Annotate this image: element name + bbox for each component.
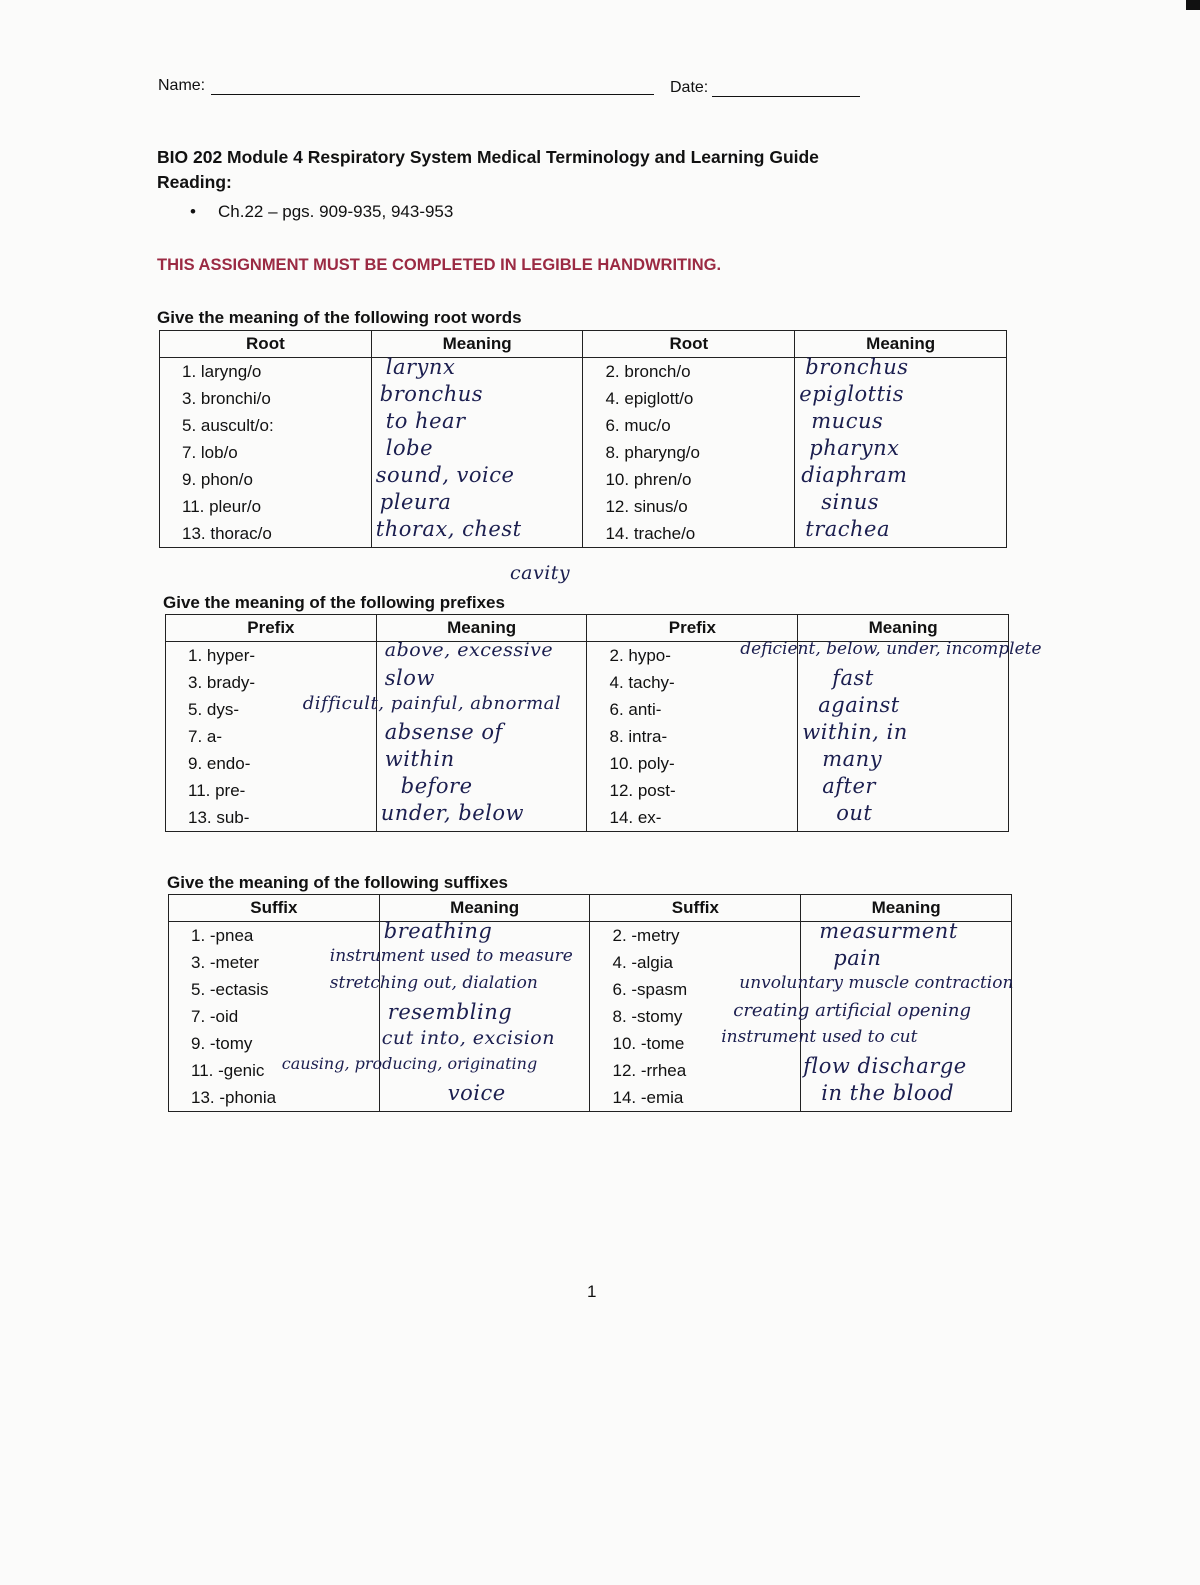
table-row (166, 777, 1009, 804)
col-header-prefix: Prefix (587, 615, 798, 642)
handwritten-answer: breathing (383, 919, 493, 943)
suffix-term: 2. -metry (590, 922, 801, 950)
root-term: 6. muc/o (583, 412, 795, 439)
handwritten-answer: difficult, painful, abnormal (302, 693, 562, 714)
col-header-prefix: Prefix (166, 615, 377, 642)
document-title-block (157, 145, 819, 195)
answer-cell (376, 639, 587, 670)
answer-cell (281, 1054, 590, 1084)
handwritten-answer: pain (833, 946, 882, 970)
handwritten-answer: before (400, 774, 473, 798)
handwritten-answer: within (384, 747, 455, 771)
scan-corner-mark (1186, 0, 1200, 10)
root-term: 2. bronch/o (583, 358, 795, 386)
table-row (160, 493, 1007, 520)
prefix-term: 3. brady- (166, 669, 377, 696)
col-header-meaning: Meaning (371, 331, 583, 358)
table-row (166, 804, 1009, 832)
col-header-root: Root (160, 331, 372, 358)
col-header-meaning: Meaning (795, 331, 1007, 358)
handwritten-answer: instrument used to measure (329, 946, 573, 966)
answer-cell (798, 666, 1009, 696)
suffix-term: 7. -oid (169, 1003, 380, 1030)
suffix-term: 1. -pnea (169, 922, 380, 950)
col-header-root: Root (583, 331, 795, 358)
prefix-term: 6. anti- (587, 696, 798, 723)
handwritten-answer: deficient, below, under, incomplete (740, 639, 1042, 659)
col-header-meaning: Meaning (801, 895, 1012, 922)
root-term: 5. auscult/o: (160, 412, 372, 439)
handwritten-answer: epiglottis (799, 382, 905, 406)
date-field (670, 78, 860, 97)
handwritten-answer: sound, voice (375, 463, 515, 487)
page-number: 1 (587, 1282, 597, 1301)
prefix-term: 10. poly- (587, 750, 798, 777)
table-row (169, 1084, 1012, 1112)
date-blank (712, 78, 860, 97)
table-row (166, 750, 1009, 777)
handwritten-answer: against (818, 693, 900, 717)
table-row (166, 696, 1009, 723)
handwritten-answer: under, below (380, 801, 524, 825)
answer-cell (801, 1054, 1012, 1084)
answer-cell (371, 517, 583, 548)
suffix-term: 9. -tomy (169, 1030, 380, 1057)
handwritten-answer: trachea (805, 517, 890, 541)
answer-cell (371, 355, 583, 386)
root-term: 9. phon/o (160, 466, 372, 493)
answer-cell (795, 436, 1007, 466)
answer-cell (795, 355, 1007, 386)
table-row (160, 412, 1007, 439)
document-title: BIO 202 Module 4 Respiratory System Medical Terminology and Learning Guide (157, 147, 819, 167)
answer-cell (798, 774, 1009, 804)
prefix-term: 7. a- (166, 723, 377, 750)
handwritten-answer: out (836, 801, 873, 825)
answer-cell (379, 919, 590, 950)
handwritten-answer: absense of (384, 720, 503, 744)
reading-item (190, 202, 453, 222)
prefix-term: 8. intra- (587, 723, 798, 750)
handwritten-answer: resembling (387, 1000, 513, 1024)
answer-cell (740, 639, 1042, 670)
handwritten-answer: instrument used to cut (721, 1027, 918, 1047)
handwritten-answer: stretching out, dialation (329, 973, 538, 993)
root-term: 3. bronchi/o (160, 385, 372, 412)
prefix-term: 14. ex- (587, 804, 798, 832)
suffix-term: 13. -phonia (169, 1084, 380, 1112)
answer-cell (379, 1081, 590, 1112)
answer-cell (376, 666, 587, 696)
prefix-term: 12. post- (587, 777, 798, 804)
handwritten-answer: within, in (802, 720, 908, 744)
answer-cell (798, 693, 1009, 723)
bullet-icon: • (190, 202, 196, 221)
suffix-term: 3. -meter (169, 949, 380, 976)
answer-cell (371, 463, 583, 493)
root-term: 7. lob/o (160, 439, 372, 466)
prefixes-heading: Give the meaning of the following prefixes (163, 593, 505, 612)
root-term: 13. thorac/o (160, 520, 372, 548)
table-row (166, 669, 1009, 696)
answer-cell (795, 382, 1007, 412)
roots-heading: Give the meaning of the following root words (157, 308, 522, 327)
suffix-term: 14. -emia (590, 1084, 801, 1112)
handwritten-answer: unvoluntary muscle contraction (739, 973, 1014, 993)
col-header-meaning: Meaning (376, 615, 587, 642)
handwritten-answer: pharynx (809, 436, 900, 460)
table-row (169, 976, 1012, 1003)
handwritten-answer: creating artificial opening (733, 1000, 972, 1021)
answer-cell (795, 409, 1007, 439)
answer-cell (721, 1027, 1012, 1057)
table-row (169, 922, 1012, 950)
reading-label: Reading: (157, 172, 232, 192)
table-row (160, 466, 1007, 493)
suffix-term: 10. -tome (590, 1030, 801, 1057)
answer-cell (329, 946, 590, 976)
answer-cell (376, 801, 587, 832)
answer-cell (795, 463, 1007, 493)
col-header-suffix: Suffix (169, 895, 380, 922)
handwritten-answer: pleura (379, 490, 452, 514)
root-term: 8. pharyng/o (583, 439, 795, 466)
handwritten-answer: causing, producing, originating (281, 1054, 538, 1073)
handwritten-answer: thorax, chest (375, 517, 522, 541)
answer-cell (801, 1081, 1012, 1112)
suffix-term: 12. -rrhea (590, 1057, 801, 1084)
answer-cell (376, 720, 587, 750)
handwritten-overflow-note: cavity (510, 562, 571, 584)
table-row (169, 1057, 1012, 1084)
handwritten-answer: fast (832, 666, 874, 690)
suffix-term: 11. -genic (169, 1057, 380, 1084)
answer-cell (379, 1000, 590, 1030)
col-header-meaning: Meaning (379, 895, 590, 922)
table-row (169, 1003, 1012, 1030)
answer-cell (302, 693, 587, 723)
suffixes-heading: Give the meaning of the following suffixes (167, 873, 508, 892)
handwritten-answer: larynx (385, 355, 456, 379)
col-header-suffix: Suffix (590, 895, 801, 922)
root-term: 12. sinus/o (583, 493, 795, 520)
answer-cell (801, 946, 1012, 976)
suffix-term: 4. -algia (590, 949, 801, 976)
suffix-term: 5. -ectasis (169, 976, 380, 1003)
handwritten-answer: slow (384, 666, 435, 690)
answer-cell (376, 774, 587, 804)
root-term: 1. laryng/o (160, 358, 372, 386)
answer-cell (371, 436, 583, 466)
prefix-term: 5. dys- (166, 696, 377, 723)
table-row (169, 949, 1012, 976)
prefix-term: 4. tachy- (587, 669, 798, 696)
handwriting-warning: THIS ASSIGNMENT MUST BE COMPLETED IN LEGIBLE HANDWRITING. (157, 256, 722, 274)
prefix-term: 9. endo- (166, 750, 377, 777)
date-label: Date: (670, 79, 709, 96)
root-term: 4. epiglott/o (583, 385, 795, 412)
prefix-term: 13. sub- (166, 804, 377, 832)
handwritten-answer: flow discharge (803, 1054, 967, 1078)
name-blank (211, 76, 654, 95)
handwritten-answer: many (822, 747, 883, 771)
answer-cell (798, 720, 1009, 750)
prefix-term: 2. hypo- (587, 642, 798, 670)
handwritten-answer: after (822, 774, 876, 798)
reading-item-text: Ch.22 – pgs. 909-935, 943-953 (218, 202, 454, 221)
name-label: Name: (158, 77, 206, 94)
answer-cell (733, 1000, 1012, 1030)
handwritten-answer: bronchus (379, 382, 484, 406)
handwritten-answer: to hear (385, 409, 466, 433)
name-field (158, 76, 654, 95)
answer-cell (371, 409, 583, 439)
handwritten-answer: in the blood (821, 1081, 955, 1105)
table-row (160, 439, 1007, 466)
table-row (166, 723, 1009, 750)
handwritten-answer: cut into, excision (381, 1027, 555, 1049)
answer-cell (795, 490, 1007, 520)
handwritten-answer: sinus (821, 490, 880, 514)
root-term: 11. pleur/o (160, 493, 372, 520)
answer-cell (798, 801, 1009, 832)
suffixes-table (168, 894, 1012, 1112)
handwritten-answer: diaphram (801, 463, 908, 487)
handwritten-answer: bronchus (805, 355, 909, 379)
handwritten-answer: measurment (819, 919, 958, 943)
root-term: 14. trache/o (583, 520, 795, 548)
answer-cell (371, 490, 583, 520)
table-row (169, 1030, 1012, 1057)
handwritten-answer: above, excessive (384, 639, 554, 661)
answer-cell (795, 517, 1007, 548)
table-row (160, 358, 1007, 386)
table-row (166, 642, 1009, 670)
roots-table (159, 330, 1007, 548)
col-header-meaning: Meaning (798, 615, 1009, 642)
handwritten-answer: voice (447, 1081, 506, 1105)
root-term: 10. phren/o (583, 466, 795, 493)
answer-cell (376, 747, 587, 777)
answer-cell (371, 382, 583, 412)
handwritten-answer: mucus (811, 409, 884, 433)
handwritten-answer: lobe (385, 436, 434, 460)
prefixes-table (165, 614, 1042, 832)
answer-cell (379, 1027, 590, 1057)
table-row (160, 385, 1007, 412)
suffix-term: 8. -stomy (590, 1003, 801, 1030)
answer-cell (329, 973, 590, 1003)
answer-cell (739, 973, 1014, 1003)
suffix-term: 6. -spasm (590, 976, 801, 1003)
answer-cell (798, 747, 1009, 777)
prefix-term: 11. pre- (166, 777, 377, 804)
prefix-term: 1. hyper- (166, 642, 377, 670)
answer-cell (801, 919, 1012, 950)
table-row (160, 520, 1007, 548)
